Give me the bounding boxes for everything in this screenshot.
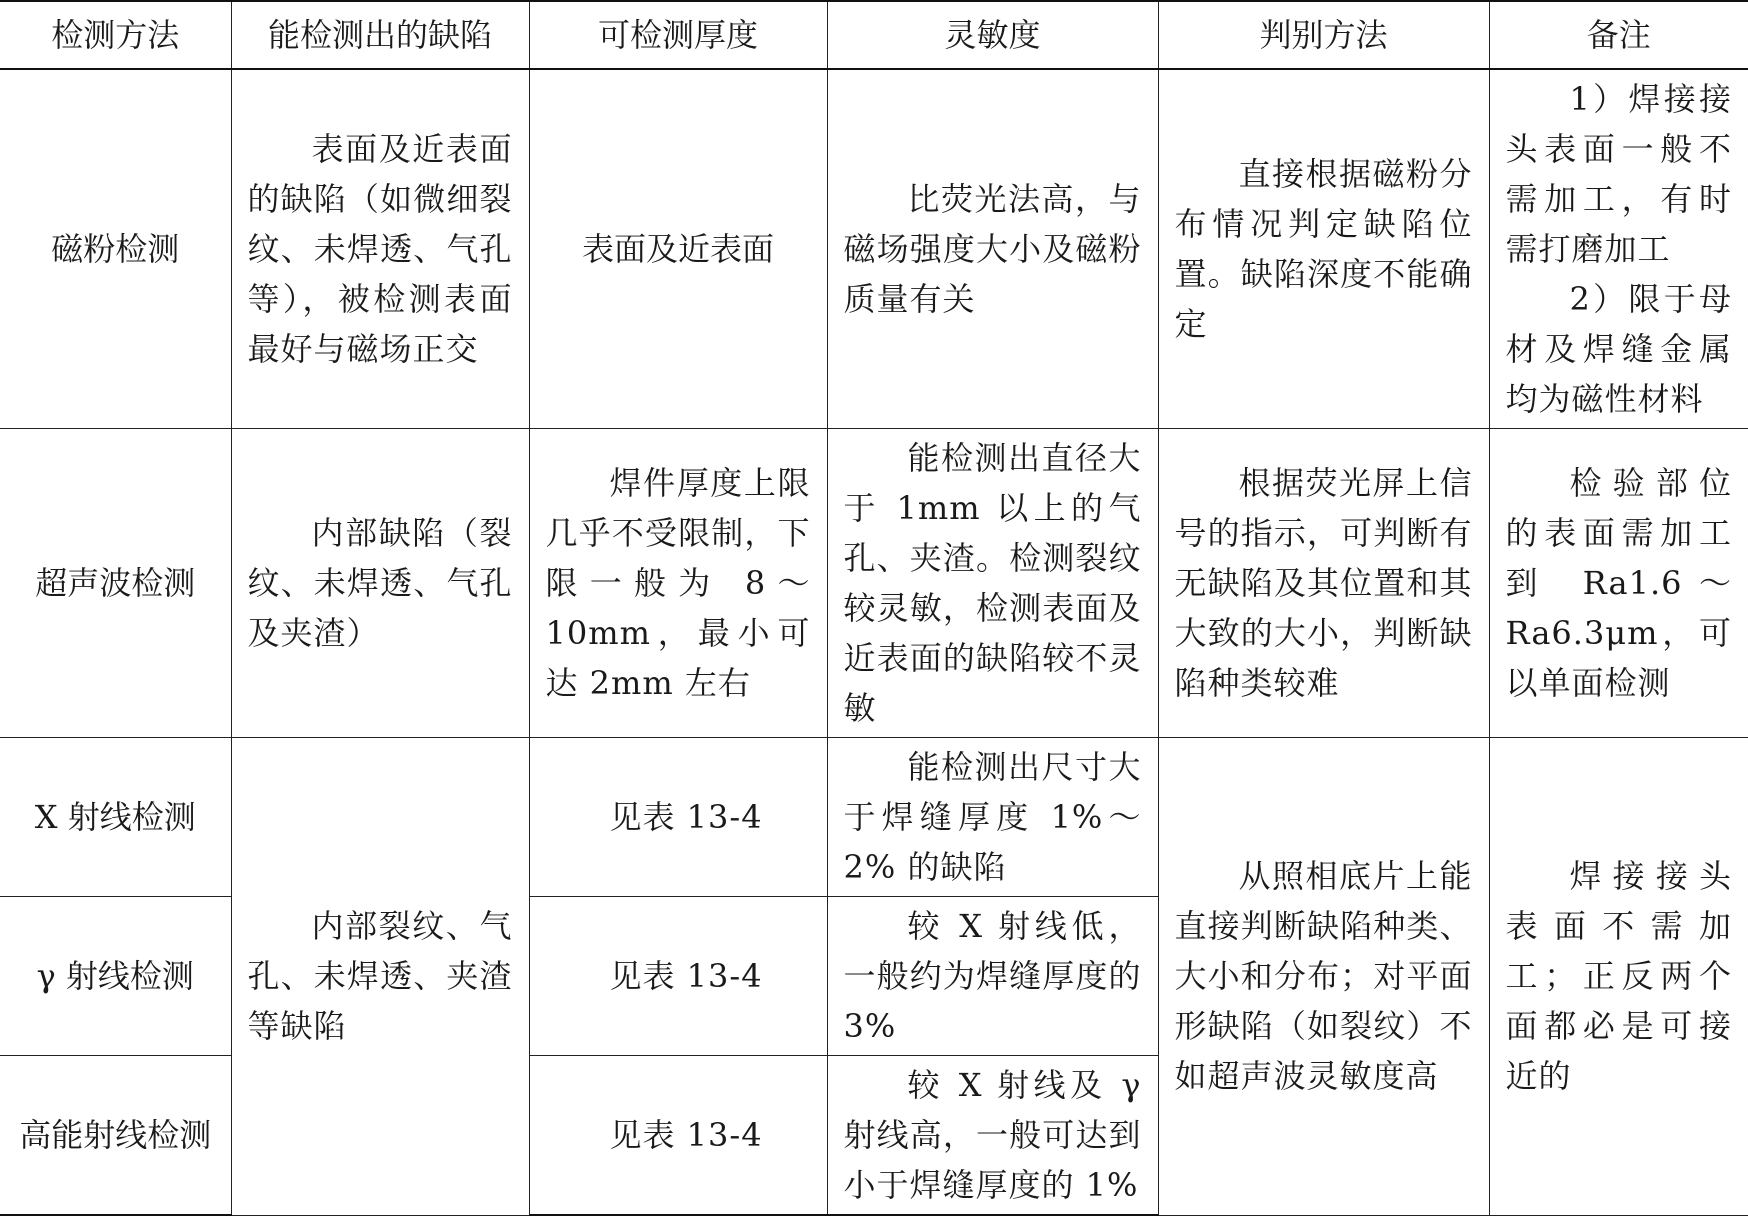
- header-judgement: 判别方法: [1158, 1, 1489, 69]
- cell-sensitivity: 较 X 射线低，一般约为焊缝厚度的 3%: [827, 897, 1158, 1056]
- cell-method: X 射线检测: [0, 738, 231, 897]
- cell-sensitivity: 较 X 射线及 γ 射线高，一般可达到小于焊缝厚度的 1%: [827, 1056, 1158, 1216]
- cell-notes: 检验部位的表面需加工到 Ra1.6～Ra6.3μm，可以单面检测: [1489, 429, 1748, 738]
- cell-judgement: 根据荧光屏上信号的指示，可判断有无缺陷及其位置和其大致的大小，判断缺陷种类较难: [1158, 429, 1489, 738]
- table-row-xray: [0, 738, 1748, 897]
- cell-thickness: 焊件厚度上限几乎不受限制，下限一般为 8～10mm，最小可达 2mm 左右: [529, 429, 827, 738]
- header-thickness: 可检测厚度: [529, 1, 827, 69]
- cell-sensitivity: 能检测出直径大于 1mm 以上的气孔、夹渣。检测裂纹较灵敏，检测表面及近表面的缺陷较不灵敏: [827, 429, 1158, 738]
- note-item: 2）限于母材及焊缝金属均为磁性材料: [1505, 280, 1732, 418]
- cell-thickness: 表面及近表面: [529, 69, 827, 429]
- cell-sensitivity: 能检测出尺寸大于焊缝厚度 1%～2% 的缺陷: [827, 738, 1158, 897]
- table-row-magnetic: [0, 69, 1748, 429]
- cell-method: 磁粉检测: [0, 69, 231, 429]
- cell-method: 高能射线检测: [0, 1056, 231, 1216]
- cell-sensitivity: 比荧光法高，与磁场强度大小及磁粉质量有关: [827, 69, 1158, 429]
- header-notes: 备注: [1489, 1, 1748, 69]
- header-defects: 能检测出的缺陷: [231, 1, 529, 69]
- note-item: 1）焊接接头表面一般不需加工，有时需打磨加工: [1505, 80, 1732, 268]
- table-row-ultrasonic: [0, 429, 1748, 738]
- cell-thickness: 见表 13-4: [529, 738, 827, 897]
- cell-thickness: 见表 13-4: [529, 1056, 827, 1216]
- cell-judgement-radiography: 从照相底片上能直接判断缺陷种类、大小和分布；对平面形缺陷（如裂纹）不如超声波灵敏度高: [1158, 738, 1489, 1216]
- header-method: 检测方法: [0, 1, 231, 69]
- cell-method: γ 射线检测: [0, 897, 231, 1056]
- cell-defects-radiography: 内部裂纹、气孔、未焊透、夹渣等缺陷: [231, 738, 529, 1216]
- cell-notes: [1489, 69, 1748, 429]
- cell-thickness: 见表 13-4: [529, 897, 827, 1056]
- cell-defects: 内部缺陷（裂纹、未焊透、气孔及夹渣）: [231, 429, 529, 738]
- header-sensitivity: 灵敏度: [827, 1, 1158, 69]
- header-row: [0, 1, 1748, 69]
- cell-method: 超声波检测: [0, 429, 231, 738]
- cell-defects: 表面及近表面的缺陷（如微细裂纹、未焊透、气孔等），被检测表面最好与磁场正交: [231, 69, 529, 429]
- cell-notes-radiography: 焊接接头表面不需加工；正反两个面都必是可接近的: [1489, 738, 1748, 1216]
- cell-judgement: 直接根据磁粉分布情况判定缺陷位置。缺陷深度不能确定: [1158, 69, 1489, 429]
